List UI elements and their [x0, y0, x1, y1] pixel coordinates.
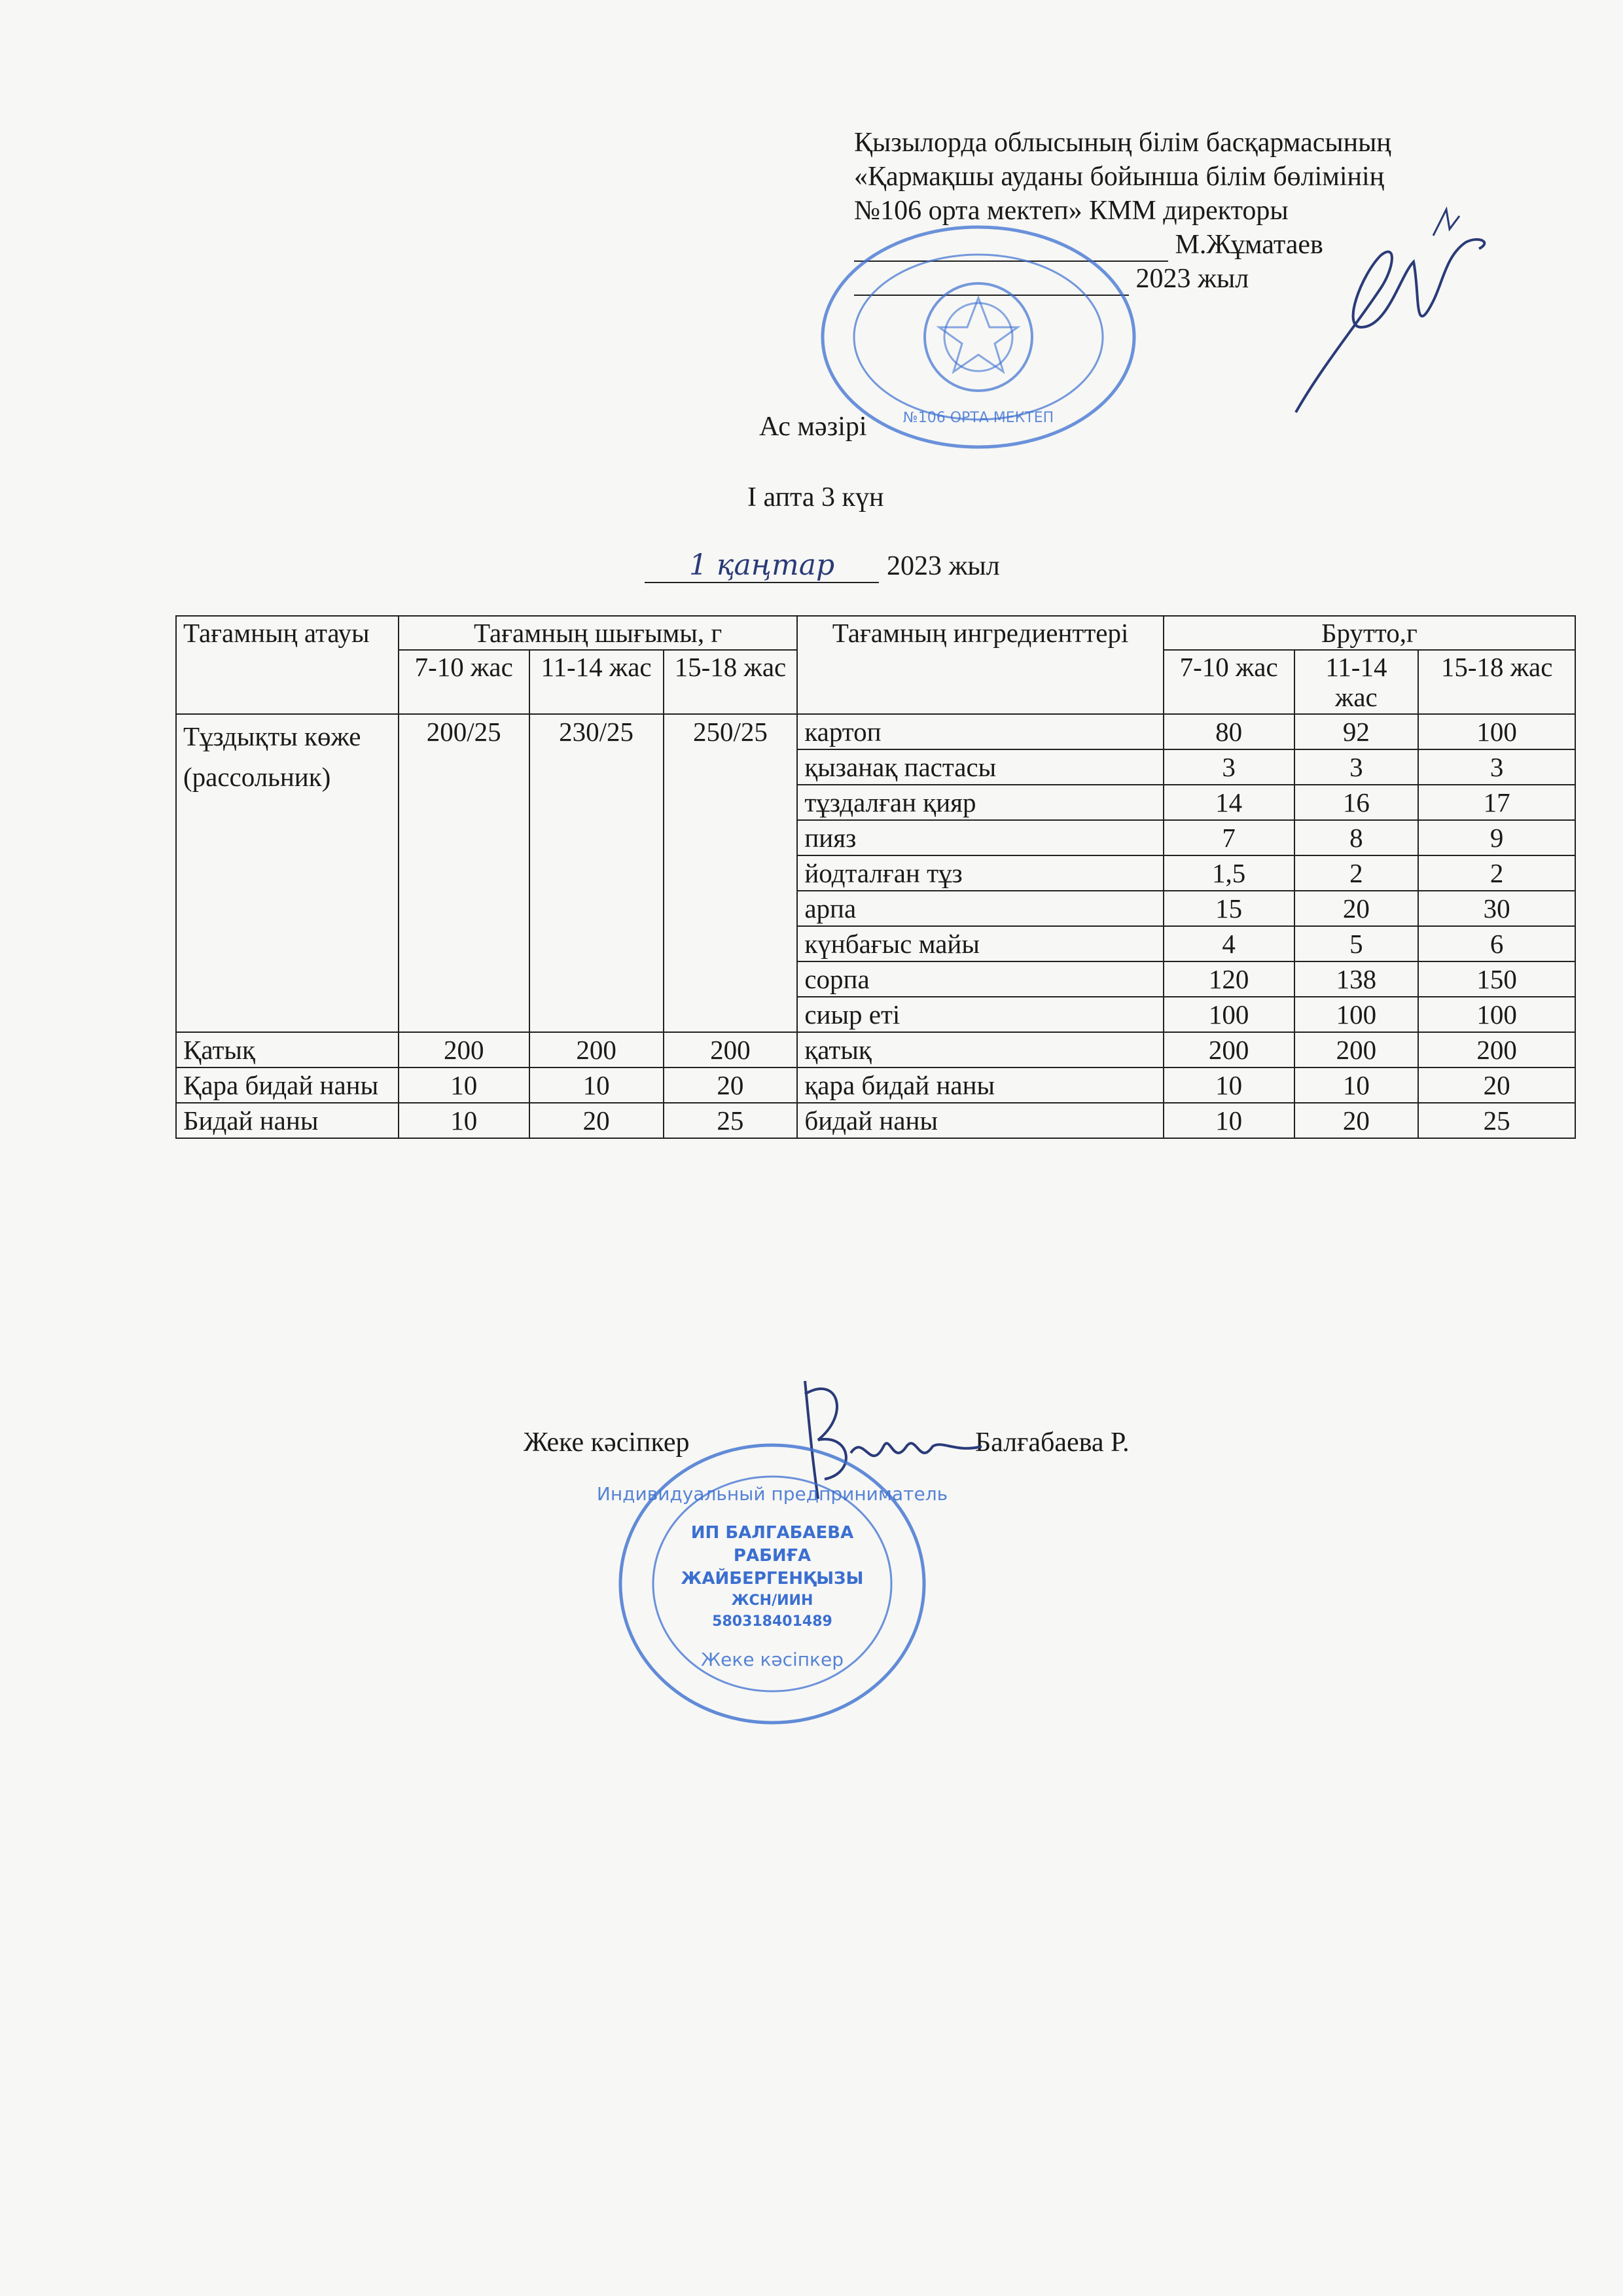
- brutto-value: 20: [1294, 891, 1419, 926]
- date-year: 2023 жыл: [887, 551, 1000, 581]
- approval-year: 2023 жыл: [1135, 264, 1249, 294]
- brutto-value: 3: [1294, 749, 1419, 785]
- week-day: I апта 3 күн: [747, 482, 884, 512]
- header-brutto-age-15-18: 15-18 жас: [1418, 650, 1575, 714]
- footer-role: Жеке кәсіпкер: [524, 1427, 690, 1458]
- brutto-value: 6: [1418, 926, 1575, 961]
- header-output-age-15-18: 15-18 жас: [664, 650, 798, 714]
- dish-name: Қара бидай наны: [176, 1067, 399, 1103]
- brutto-value: 138: [1294, 961, 1419, 997]
- ip-stamp-ring: Индивидуальный предприниматель: [596, 1483, 948, 1505]
- table-row: [176, 1103, 1575, 1138]
- approval-director: [854, 228, 1391, 262]
- ip-stamp-line-4: ЖСН/ИИН: [731, 1592, 813, 1609]
- brutto-value: 4: [1164, 926, 1294, 961]
- brutto-value: 15: [1164, 891, 1294, 926]
- dish-output: 20: [664, 1067, 798, 1103]
- brutto-value: 2: [1294, 855, 1419, 891]
- entrepreneur-signature: [779, 1374, 988, 1505]
- brutto-value: 1,5: [1164, 855, 1294, 891]
- ip-stamp-line-1: ИП БАЛГАБАЕВА: [690, 1523, 854, 1543]
- ip-stamp-line-2: РАБИҒА: [733, 1546, 812, 1566]
- brutto-value: 8: [1294, 820, 1419, 855]
- brutto-value: 100: [1418, 714, 1575, 749]
- brutto-value: 16: [1294, 785, 1419, 820]
- school-stamp-text: №106 ОРТА МЕКТЕП: [902, 410, 1054, 426]
- brutto-value: 14: [1164, 785, 1294, 820]
- dish-name: Тұздықты көже (рассольник): [176, 714, 399, 1032]
- ingredient-name: күнбағыс майы: [797, 926, 1163, 961]
- approval-line-3: №106 орта мектеп» КММ директоры: [854, 196, 1289, 226]
- brutto-value: 200: [1164, 1032, 1294, 1067]
- approval-line-2: «Қармақшы ауданы бойынша білім бөлімінің: [854, 162, 1385, 192]
- dish-output: 200: [399, 1032, 529, 1067]
- approval-date: [854, 262, 1391, 296]
- brutto-value: 17: [1418, 785, 1575, 820]
- brutto-value: 3: [1418, 749, 1575, 785]
- ingredient-name: арпа: [797, 891, 1163, 926]
- header-output-age-11-14: 11-14 жас: [529, 650, 664, 714]
- ingredient-name: йодталған тұз: [797, 855, 1163, 891]
- dish-output: 20: [529, 1103, 664, 1138]
- dish-name: Қатық: [176, 1032, 399, 1067]
- ingredient-name: сиыр еті: [797, 997, 1163, 1032]
- ip-stamp-line-3: ЖАЙБЕРГЕНҚЫЗЫ: [681, 1569, 864, 1588]
- dish-output: 10: [529, 1067, 664, 1103]
- ingredient-name: қара бидай наны: [797, 1067, 1163, 1103]
- approval-block: [854, 126, 1391, 296]
- dish-output: 200: [664, 1032, 798, 1067]
- dish-name: Бидай наны: [176, 1103, 399, 1138]
- ingredient-name: сорпа: [797, 961, 1163, 997]
- dish-output: 10: [399, 1103, 529, 1138]
- brutto-value: 20: [1294, 1103, 1419, 1138]
- dish-output: 230/25: [529, 714, 664, 1032]
- dish-output: 200/25: [399, 714, 529, 1032]
- date-handwritten: 1 қаңтар: [645, 548, 879, 583]
- brutto-value: 120: [1164, 961, 1294, 997]
- dish-output: 25: [664, 1103, 798, 1138]
- brutto-value: 200: [1294, 1032, 1419, 1067]
- ip-stamp-line-5: 580318401489: [712, 1613, 832, 1630]
- ingredient-name: бидай наны: [797, 1103, 1163, 1138]
- header-brutto-age-7-10: 7-10 жас: [1164, 650, 1294, 714]
- director-name: М.Жұматаев: [1175, 230, 1323, 260]
- brutto-value: 30: [1418, 891, 1575, 926]
- table-row: [176, 1032, 1575, 1067]
- brutto-value: 20: [1418, 1067, 1575, 1103]
- ingredient-name: қатық: [797, 1032, 1163, 1067]
- dish-output: 10: [399, 1067, 529, 1103]
- menu-date: [645, 548, 1000, 583]
- brutto-value: 80: [1164, 714, 1294, 749]
- brutto-value: 92: [1294, 714, 1419, 749]
- brutto-value: 5: [1294, 926, 1419, 961]
- brutto-value: 150: [1418, 961, 1575, 997]
- brutto-value: 9: [1418, 820, 1575, 855]
- ingredient-name: тұздалған қияр: [797, 785, 1163, 820]
- brutto-value: 10: [1294, 1067, 1419, 1103]
- ingredient-name: қызанақ пастасы: [797, 749, 1163, 785]
- page-title: Ас мәзірі: [759, 412, 867, 442]
- brutto-value: 100: [1418, 997, 1575, 1032]
- header-dish-name: Тағамның атауы: [176, 616, 399, 714]
- brutto-value: 100: [1164, 997, 1294, 1032]
- table-row: [176, 1067, 1575, 1103]
- table-row: [176, 714, 1575, 749]
- brutto-value: 25: [1418, 1103, 1575, 1138]
- ingredient-name: картоп: [797, 714, 1163, 749]
- footer-signature: [524, 1427, 1130, 1458]
- brutto-value: 100: [1294, 997, 1419, 1032]
- header-ingredients: Тағамның ингредиенттері: [797, 616, 1163, 714]
- approval-line-1: Қызылорда облысының білім басқармасының: [854, 128, 1391, 158]
- footer-name: Балғабаева Р.: [975, 1427, 1130, 1458]
- menu-table: [175, 615, 1576, 1139]
- ip-stamp: [596, 1440, 948, 1728]
- brutto-value: 10: [1164, 1067, 1294, 1103]
- header-output-age-7-10: 7-10 жас: [399, 650, 529, 714]
- brutto-value: 200: [1418, 1032, 1575, 1067]
- dish-output: 200: [529, 1032, 664, 1067]
- brutto-value: 2: [1418, 855, 1575, 891]
- brutto-value: 7: [1164, 820, 1294, 855]
- header-brutto: Брутто,г: [1164, 616, 1575, 650]
- header-output: Тағамның шығымы, г: [399, 616, 798, 650]
- dish-output: 250/25: [664, 714, 798, 1032]
- brutto-value: 3: [1164, 749, 1294, 785]
- ingredient-name: пияз: [797, 820, 1163, 855]
- brutto-value: 10: [1164, 1103, 1294, 1138]
- header-brutto-age-11-14: 11-14 жас: [1294, 650, 1419, 714]
- ip-stamp-bottom: Жеке кәсіпкер: [701, 1649, 844, 1670]
